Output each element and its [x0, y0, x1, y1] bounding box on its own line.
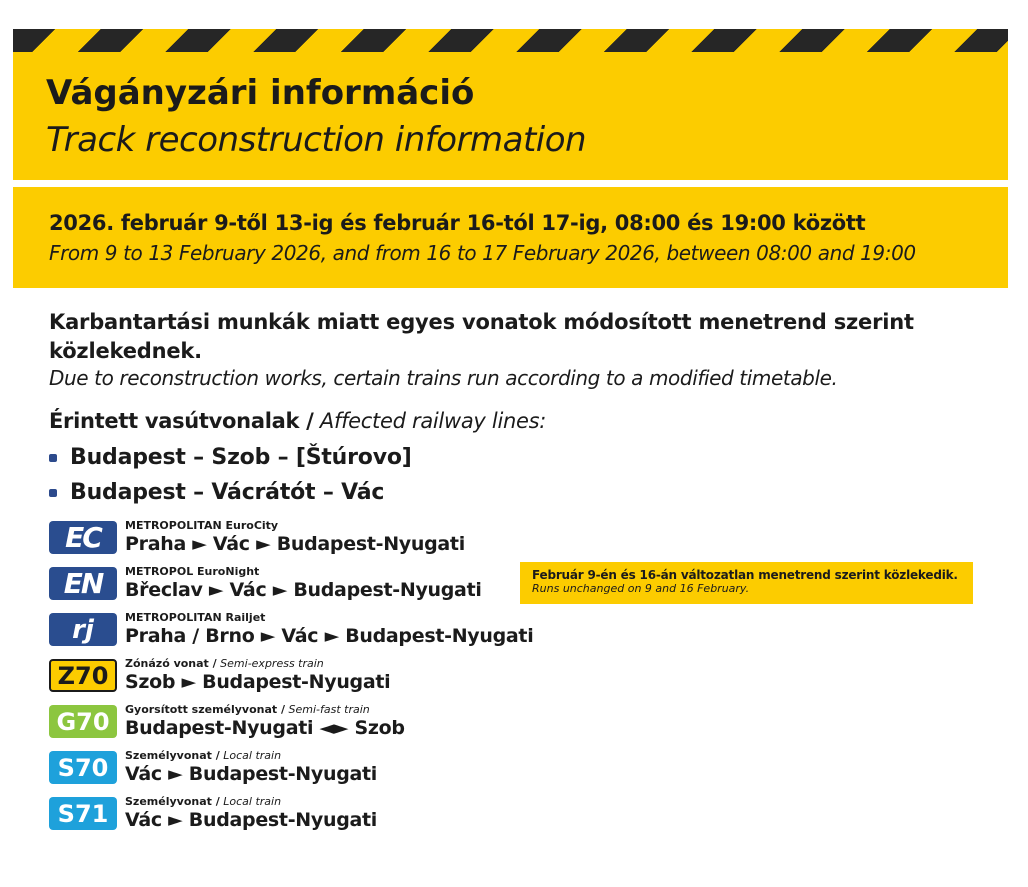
affected-line-item: [49, 440, 412, 475]
affected-line-label: Budapest – Szob – [Štúrovo]: [70, 445, 412, 470]
intro-hungarian: Karbantartási munkák miatt egyes vonatok módosított menetrend szerint közlekednek.: [49, 310, 914, 363]
train-type: [125, 703, 370, 716]
hazard-stripes: [13, 29, 1008, 52]
train-badge-g70: G70: [49, 705, 117, 738]
train-route: Praha / Brno ► Vác ► Budapest-Nyugati: [125, 625, 534, 647]
train-type: [125, 611, 265, 624]
train-badge-en: EN: [49, 567, 117, 600]
train-type-name: Zónázó vonat /: [125, 657, 217, 670]
train-type: [125, 519, 278, 532]
train-type-name: METROPOLITAN EuroCity: [125, 519, 279, 532]
train-type-name: Személyvonat /: [125, 795, 220, 808]
train-type: [125, 795, 281, 808]
train-row-ec: [49, 518, 609, 562]
bullet-icon: [49, 454, 57, 462]
train-badge-ec: EC: [49, 521, 117, 554]
intro-english: Due to reconstruction works, certain trains run according to a modified timetable.: [49, 366, 838, 390]
affected-label-hungarian: Érintett vasútvonalak /: [49, 409, 314, 433]
train-type-english: Local train: [223, 795, 282, 808]
date-english: From 9 to 13 February 2026, and from 16 to 17 February 2026, between 08:00 and 19:00: [49, 241, 916, 265]
train-type-english: Semi-express train: [220, 657, 324, 670]
title-english: Track reconstruction information: [46, 120, 587, 160]
train-type-english: Local train: [223, 749, 282, 762]
train-route: Břeclav ► Vác ► Budapest-Nyugati: [125, 579, 482, 601]
train-route: Szob ► Budapest-Nyugati: [125, 671, 391, 693]
unchanged-note-box: [520, 562, 973, 604]
train-route: Praha ► Vác ► Budapest-Nyugati: [125, 533, 465, 555]
bullet-icon: [49, 489, 57, 497]
train-type-english: Semi-fast train: [288, 703, 370, 716]
train-badge-rj: rj: [49, 613, 117, 646]
train-row-s71: [49, 794, 609, 838]
train-badge-z70: Z70: [49, 659, 117, 692]
affected-line-label: Budapest – Vácrátót – Vác: [70, 480, 385, 505]
train-badge-s71: S71: [49, 797, 117, 830]
date-banner: [13, 187, 1008, 288]
train-type: [125, 657, 324, 670]
title-hungarian: Vágányzári információ: [46, 73, 475, 113]
train-type-name: METROPOLITAN Railjet: [125, 611, 266, 624]
train-type-name: Gyorsított személyvonat /: [125, 703, 286, 716]
note-hungarian: Február 9-én és 16-án változatlan menetrend szerint közlekedik.: [532, 568, 958, 582]
affected-label-english: Affected railway lines:: [319, 409, 547, 433]
train-row-z70: [49, 656, 609, 700]
affected-line-item: [49, 475, 412, 510]
train-badge-s70: S70: [49, 751, 117, 784]
train-type-name: METROPOL EuroNight: [125, 565, 260, 578]
note-english: Runs unchanged on 9 and 16 February.: [532, 582, 750, 595]
train-type-name: Személyvonat /: [125, 749, 220, 762]
train-route: Vác ► Budapest-Nyugati: [125, 763, 378, 785]
train-row-g70: [49, 702, 609, 746]
header-banner: [13, 29, 1008, 180]
train-type: [125, 565, 259, 578]
affected-lines-list: [49, 440, 412, 510]
train-type: [125, 749, 281, 762]
train-row-s70: [49, 748, 609, 792]
train-route: Vác ► Budapest-Nyugati: [125, 809, 378, 831]
affected-lines-heading: [49, 409, 546, 433]
date-hungarian: 2026. február 9-től 13-ig és február 16-tól 17-ig, 08:00 és 19:00 között: [49, 211, 866, 235]
train-route: Budapest-Nyugati ◄► Szob: [125, 717, 405, 739]
train-row-rj: [49, 610, 609, 654]
